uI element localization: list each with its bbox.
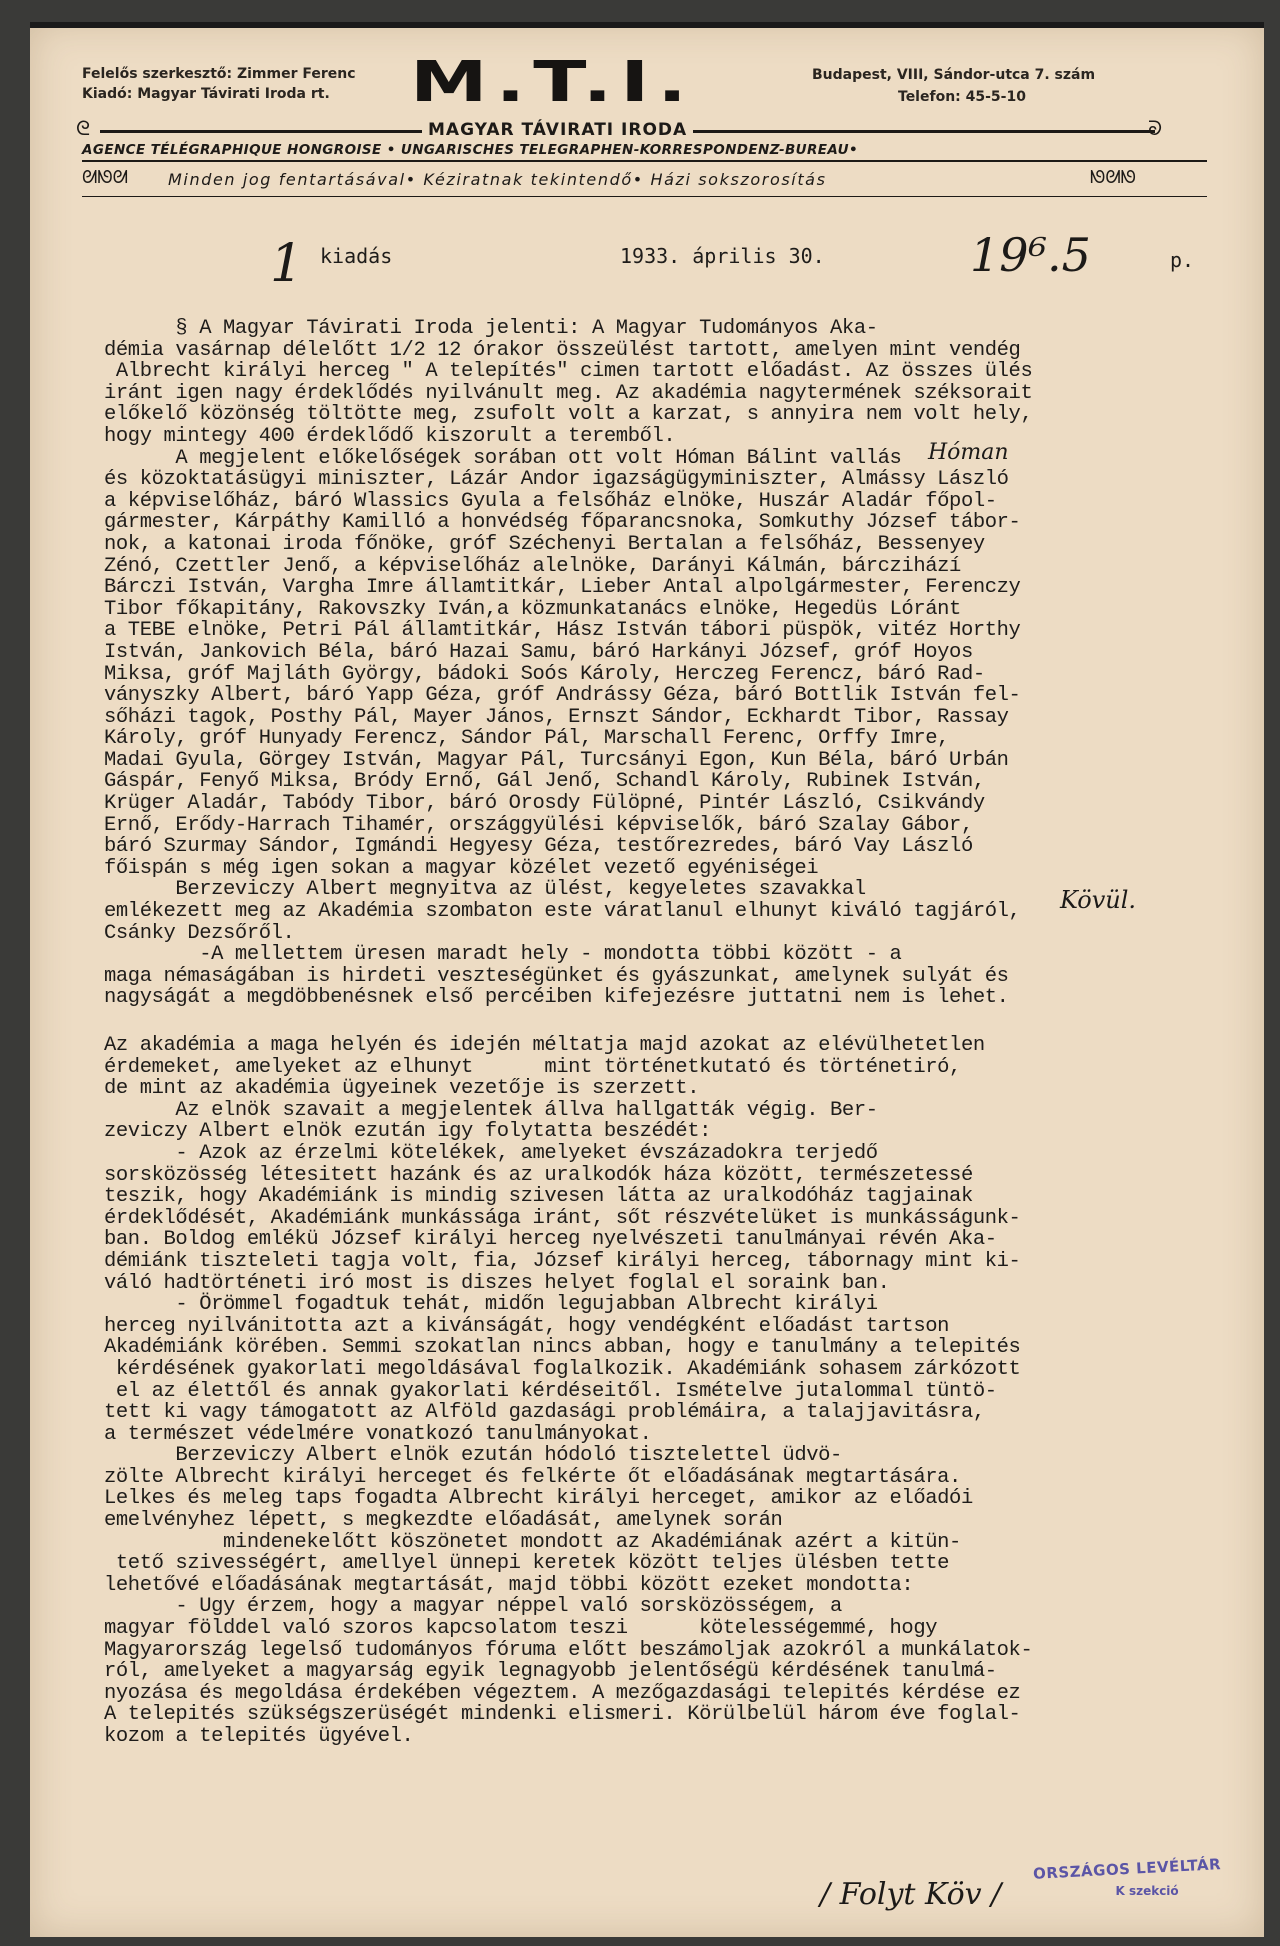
agency-name: MAGYAR TÁVIRATI IRODA (422, 120, 693, 140)
body-line: emelvényhez lépett, s megkezdte előadását, amelynek során (104, 1509, 783, 1533)
body-line: -A mellettem üresen maradt hely - mondotta többi között - a (104, 943, 902, 967)
body-line: főispán s még igen sokan a magyar közélet vezető egyéniségei (104, 856, 819, 880)
editor-line: Felelős szerkesztő: Zimmer Ferenc (82, 66, 356, 82)
body-line: nyozása és megoldása érdekében végeztem. A mezőgazdasági telepités kérdése ez (104, 1681, 1021, 1705)
body-line: Az elnök szavait a megjelentek állva hallgatták végig. Ber- (104, 1098, 878, 1122)
body-line: zeviczy Albert elnök ezután igy folytatta beszédét: (104, 1120, 712, 1144)
body-line: Károly, gróf Hunyady Ferencz, Sándor Pál, Marschall Ferenc, Orffy Imre, (104, 727, 950, 751)
body-line: - Ugy érzem, hogy a magyar néppel való sorsközösségem, a (104, 1595, 842, 1619)
ornament-scroll-icon: ᘚᘛᘚ (1090, 167, 1136, 188)
body-line: el az élettől és annak gyakorlati kérdéseitől. Ismételve jutalommal tüntö- (104, 1379, 997, 1403)
ornament-swirl-icon: ᘐ (1148, 116, 1163, 140)
body-line: Berzeviczy Albert megnyitva az ülést, kegyeletes szavakkal (104, 878, 866, 902)
body-line: tett ki vagy támogatott az Alföld gazdasági problémáira, a talajjavitásra, (104, 1401, 985, 1425)
body-line: a TEBE elnöke, Petri Pál államtitkár, Hász István tábori püspök, vitéz Horthy (104, 619, 1021, 643)
edition-time-unit: p. (1170, 248, 1195, 272)
paragraph-gap (104, 1009, 1214, 1035)
body-line: a képviselőház, báró Wlassics Gyula a felsőház elnöke, Huszár Aladár főpol- (104, 489, 997, 513)
body-line: - Azok az érzelmi kötelékek, amelyeket évszázadokra terjedő (104, 1141, 878, 1165)
body-line: iránt igen nagy érdeklődés nyilvánult meg. Az akadémia nagytermének széksorait (104, 381, 1033, 405)
phone-line: Telefon: 45-5-10 (898, 89, 1026, 105)
body-line: tető szivességért, amellyel ünnepi keretek között teljes ülésben tette (104, 1552, 950, 1576)
body-line: kérdésének gyakorlati megoldásával foglalkozik. Akadémiánk sohasem zárkózott (104, 1357, 1021, 1381)
body-line: Miksa, gróf Majláth György, bádoki Soós Károly, Herczeg Ferencz, báró Rad- (104, 662, 985, 686)
body-line: a természet védelmére vonatkozó tanulmányokat. (104, 1422, 652, 1446)
body-line: démia vasárnap délelőtt 1/2 12 órakor összeülést tartott, amelyen mint vendég (104, 338, 1021, 362)
archive-stamp-section: K szekció (1115, 1884, 1179, 1898)
body-line: hogy mintegy 400 érdeklődő kiszorult a teremből. (104, 424, 676, 448)
masthead-credits (82, 64, 356, 104)
body-line: ványszky Albert, báró Yapp Géza, gróf Andrássy Géza, báró Bottlik István fel- (104, 684, 1021, 708)
body-line: báró Szurmay Sándor, Igmándi Hegyesy Géza, testőrezredes, báró Vay László (104, 835, 973, 859)
masthead-rule-mid (82, 160, 1207, 162)
handwritten-name-insert: Hóman (928, 440, 1009, 465)
body-line: mindenekelőtt köszönetet mondott az Akadémiának azért a kitün- (104, 1530, 961, 1554)
body-line: § A Magyar Távirati Iroda jelenti: A Magyar Tudományos Aka- (104, 317, 878, 340)
body-line: nagyságát a megdöbbenésnek első percéiben kifejezésre juttatni nem is lehet. (104, 986, 1009, 1010)
body-line: István, Jankovich Béla, báró Hazai Samu, báró Harkányi József, gróf Hoyos (104, 640, 973, 664)
address-line: Budapest, VIII, Sándor-utca 7. szám (812, 67, 1096, 83)
body-line: ban. Boldog emlékü József királyi herceg nyelvészeti tanulmányai révén Aka- (104, 1228, 997, 1252)
edition-label: kiadás (320, 244, 393, 268)
body-line: lehetővé előadásának megtartását, majd többi között ezeket mondotta: (104, 1573, 914, 1597)
body-line: Tibor főkapitány, Rakovszky Iván,a közmunkatanács elnöke, Hegedüs Lóránt (104, 597, 961, 621)
continued-handwritten: / Folyt Köv / (820, 1877, 1002, 1912)
body-line: herceg nyilvánitotta azt a kivánságát, hogy vendégként előadást tartson (104, 1314, 950, 1338)
handwritten-margin-note: Kövül. (1060, 886, 1137, 914)
body-line: Csánky Dezsőről. (104, 921, 295, 945)
body-line: Ernő, Erődy-Harrach Tihamér, országgyülési képviselők, báró Szalay Gábor, (104, 813, 973, 837)
bureau-line: AGENCE TÉLÉGRAPHIQUE HONGROISE • UNGARISCHES TELEGRAPHEN-KORRESPONDENZ-BUREAU• (82, 142, 859, 158)
body-line: nok, a katonai iroda főnöke, gróf Széchenyi Bertalan a felsőház, Bessenyey (104, 532, 985, 556)
document-sheet (30, 22, 1264, 1937)
body-line: maga némaságában is hirdeti veszteségünket és gyászunkat, amelynek sulyát és (104, 964, 1009, 988)
body-line: Az akadémia a maga helyén és idején méltatja majd azokat az elévülhetetlen (104, 1034, 985, 1057)
body-line: váló hadtörténeti iró most is diszes helyet foglal el soraink ban. (104, 1271, 890, 1295)
body-line: sorsközösség létesitett hazánk és az uralkodók háza között, természetessé (104, 1163, 973, 1187)
body-line: érdemeket, amelyeket az elhunyt mint történetkutató és történetiró, (104, 1055, 961, 1079)
body-line: Zénó, Czettler Jenő, a képviselőház alelnöke, Darányi Kálmán, bárczihází (104, 554, 961, 578)
body-line: démiánk tiszteleti tagja volt, fia, József királyi herceg, tábornagy mint ki- (104, 1249, 1021, 1273)
edition-time-handwritten: 19⁶.5 (970, 228, 1091, 282)
archive-stamp (1032, 1855, 1222, 1898)
ornament-swirl-icon: ᘓ (76, 116, 91, 140)
body-line: Albrecht királyi herceg " A telepítés" cimen tartott előadást. Az összes ülés (104, 360, 1033, 384)
body-line: Gáspár, Fenyő Miksa, Bródy Ernő, Gál Jenő, Schandl Károly, Rubinek István, (104, 770, 985, 794)
body-line: magyar földdel való szoros kapcsolatom teszi kötelességemmé, hogy (104, 1617, 938, 1641)
body-line: A telepités szükségszerüségét mindenki elismeri. Körülbelül három éve foglal- (104, 1703, 1021, 1727)
body-line: de mint az akadémia ügyeinek vezetője is szerzett. (104, 1077, 700, 1101)
rights-line: Minden jog fentartásával• Kéziratnak tekintendő• Házi sokszorosítás (168, 170, 827, 189)
body-line: zölte Albrecht királyi herceget és felkérte őt előadásának megtartására. (104, 1465, 961, 1489)
body-line: gármester, Kárpáthy Kamilló a honvédség főparancsnoka, Somkuthy József tábor- (104, 511, 1021, 535)
edition-number-handwritten: 1 (270, 234, 304, 294)
masthead-contact (812, 64, 1095, 108)
body-line: Akadémiánk körében. Semmi szokatlan nincs abban, hogy e tanulmány a telepités (104, 1336, 1021, 1360)
body-line: teszik, hogy Akadémiánk is mindig szivesen látta az uralkodóház tagjainak (104, 1185, 973, 1209)
body-line: és közoktatásügyi miniszter, Lázár Andor igazságügyminiszter, Almássy László (104, 468, 1009, 492)
body-line: előkelő közönség töltötte meg, zsufolt volt a karzat, s annyira nem volt hely, (104, 403, 1033, 427)
body-line: Bárczi István, Vargha Imre államtitkár, Lieber Antal alpolgármester, Ferenczy (104, 576, 1021, 600)
body-line: ról, amelyeket a magyarság egyik legnagyobb jelentőségü kérdésének tanulmá- (104, 1660, 997, 1684)
news-body (104, 318, 1214, 1748)
archive-stamp-name: ORSZÁGOS LEVÉLTÁR (1032, 1855, 1222, 1883)
edition-date: 1933. április 30. (620, 244, 825, 268)
top-edge-bar (30, 22, 1264, 28)
body-line: érdeklődését, Akadémiánk munkássága iránt, sőt részvételüket is munkásságunk- (104, 1206, 1021, 1230)
body-line: Madai Gyula, Görgey István, Magyar Pál, Turcsányi Egon, Kun Béla, báró Urbán (104, 748, 1009, 772)
mti-logo: M.T.I. (410, 50, 695, 115)
body-line: Berzeviczy Albert elnök ezután hódoló tisztelettel üdvö- (104, 1444, 842, 1468)
body-line: Magyarország legelső tudományos fóruma előtt beszámoljak azokról a munkálatok- (104, 1638, 1033, 1662)
body-line: - Örömmel fogadtuk tehát, midőn legujabban Albrecht királyi (104, 1293, 878, 1317)
body-line: sőházi tagok, Posthy Pál, Mayer János, Ernszt Sándor, Eckhardt Tibor, Rassay (104, 705, 1009, 729)
body-line: emlékezett meg az Akadémia szombaton este váratlanul elhunyt kiváló tagjáról, (104, 900, 1021, 924)
body-line: kozom a telepités ügyével. (104, 1725, 414, 1748)
ornament-scroll-icon: ᘛᘚᘛ (82, 167, 128, 188)
publisher-line: Kiadó: Magyar Távirati Iroda rt. (82, 86, 330, 102)
body-line: Krüger Aladár, Tabódy Tibor, báró Orosdy Fülöpné, Pintér László, Csikvándy (104, 792, 985, 816)
masthead-rule-bottom (82, 196, 1207, 197)
body-line: A megjelent előkelőségek sorában ott volt Hóman Bálint vallás (104, 446, 902, 470)
body-line: Lelkes és meleg taps fogadta Albrecht királyi herceget, amikor az előadói (104, 1487, 973, 1511)
